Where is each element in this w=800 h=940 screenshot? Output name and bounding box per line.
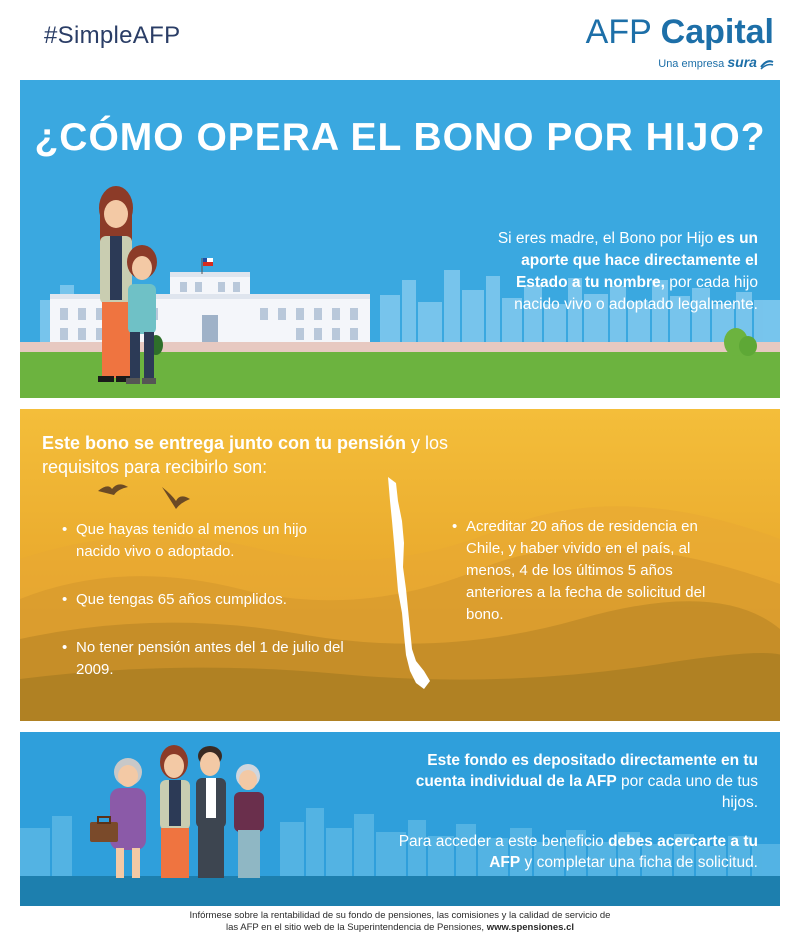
ground: [20, 876, 780, 906]
intro-panel: [20, 80, 780, 398]
deposit-text: [388, 750, 758, 873]
brand-name-light: AFP: [585, 13, 652, 51]
footer-line-2: [0, 922, 800, 934]
requirements-heading: [42, 431, 462, 479]
deposit-p2-bold: debes acercarte a tu AFP: [489, 833, 758, 871]
brand-sub-sura: sura: [727, 54, 757, 70]
requirement-item: • Que tengas 65 años cumplidos.: [62, 589, 352, 611]
woman-figure: [160, 745, 190, 878]
intro-text-a: Si eres madre, el Bono por Hijo: [497, 230, 718, 247]
bird-icon: [162, 487, 190, 509]
page-header: [0, 0, 800, 80]
footer-disclaimer: [0, 910, 800, 934]
brand-logo: [586, 12, 774, 70]
intro-text-c: por cada hijo nacido vivo o adoptado legalmente.: [514, 274, 758, 313]
requirement-item: • Acreditar 20 años de residencia en Chile, y haber vivido en el país, al menos, 4 de los últimos 5 años anteriores a la fecha de solicitud del bono.: [452, 516, 732, 626]
requirements-panel: [20, 409, 780, 721]
intro-text-bold: es un aporte que hace directamente el Estado a tu nombre,: [515, 230, 758, 291]
requirement-item: • Que hayas tenido al menos un hijo nacido vivo o adoptado.: [62, 519, 352, 563]
brand-name-bold: Capital: [660, 13, 774, 51]
grandmother-figure: [110, 758, 146, 878]
deposit-paragraph-1: [388, 750, 758, 813]
intro-text: [468, 228, 758, 316]
requirements-list-right: [452, 516, 732, 626]
deposit-p2-a: Para acceder a este beneficio: [398, 833, 609, 850]
deposit-p1-rest: por cada uno de tus hijos.: [616, 773, 758, 811]
brand-name: [586, 12, 774, 52]
brand-subtitle: [586, 54, 774, 70]
man-figure: [196, 746, 226, 878]
deposit-p1-bold: Este fondo es depositado directamente en tu cuenta individual de la AFP: [415, 752, 758, 790]
hashtag: #SimpleAFP: [44, 22, 181, 49]
sura-wave-icon: [760, 58, 774, 70]
requirements-list-left: [62, 519, 352, 707]
palace-building: [50, 258, 370, 345]
requirements-heading-rest: y los requisitos para recibirlo son:: [42, 433, 449, 477]
requirements-heading-bold: Este bono se entrega junto con tu pensión: [42, 433, 407, 453]
grandfather-figure: [234, 764, 264, 878]
mother-figure: [98, 186, 133, 382]
bird-icon: [98, 484, 128, 495]
footer-link[interactable]: www.spensiones.cl: [486, 922, 574, 933]
deposit-p2-c: y completar una ficha de solicitud.: [520, 854, 758, 871]
requirement-item: • No tener pensión antes del 1 de julio del 2009.: [62, 637, 352, 681]
footer-line-2-text: las AFP en el sitio web de la Superintendencia de Pensiones,: [225, 922, 487, 933]
footer-line-1: Infórmese sobre la rentabilidad de su fondo de pensiones, las comisiones y la calidad de servicio de: [189, 910, 611, 921]
bush-icon: [724, 328, 757, 356]
deposit-paragraph-2: [388, 831, 758, 873]
page-title: ¿CÓMO OPERA EL BONO POR HIJO?: [34, 116, 766, 159]
brand-sub-text: Una empresa: [658, 58, 725, 70]
deposit-panel: [20, 732, 780, 906]
